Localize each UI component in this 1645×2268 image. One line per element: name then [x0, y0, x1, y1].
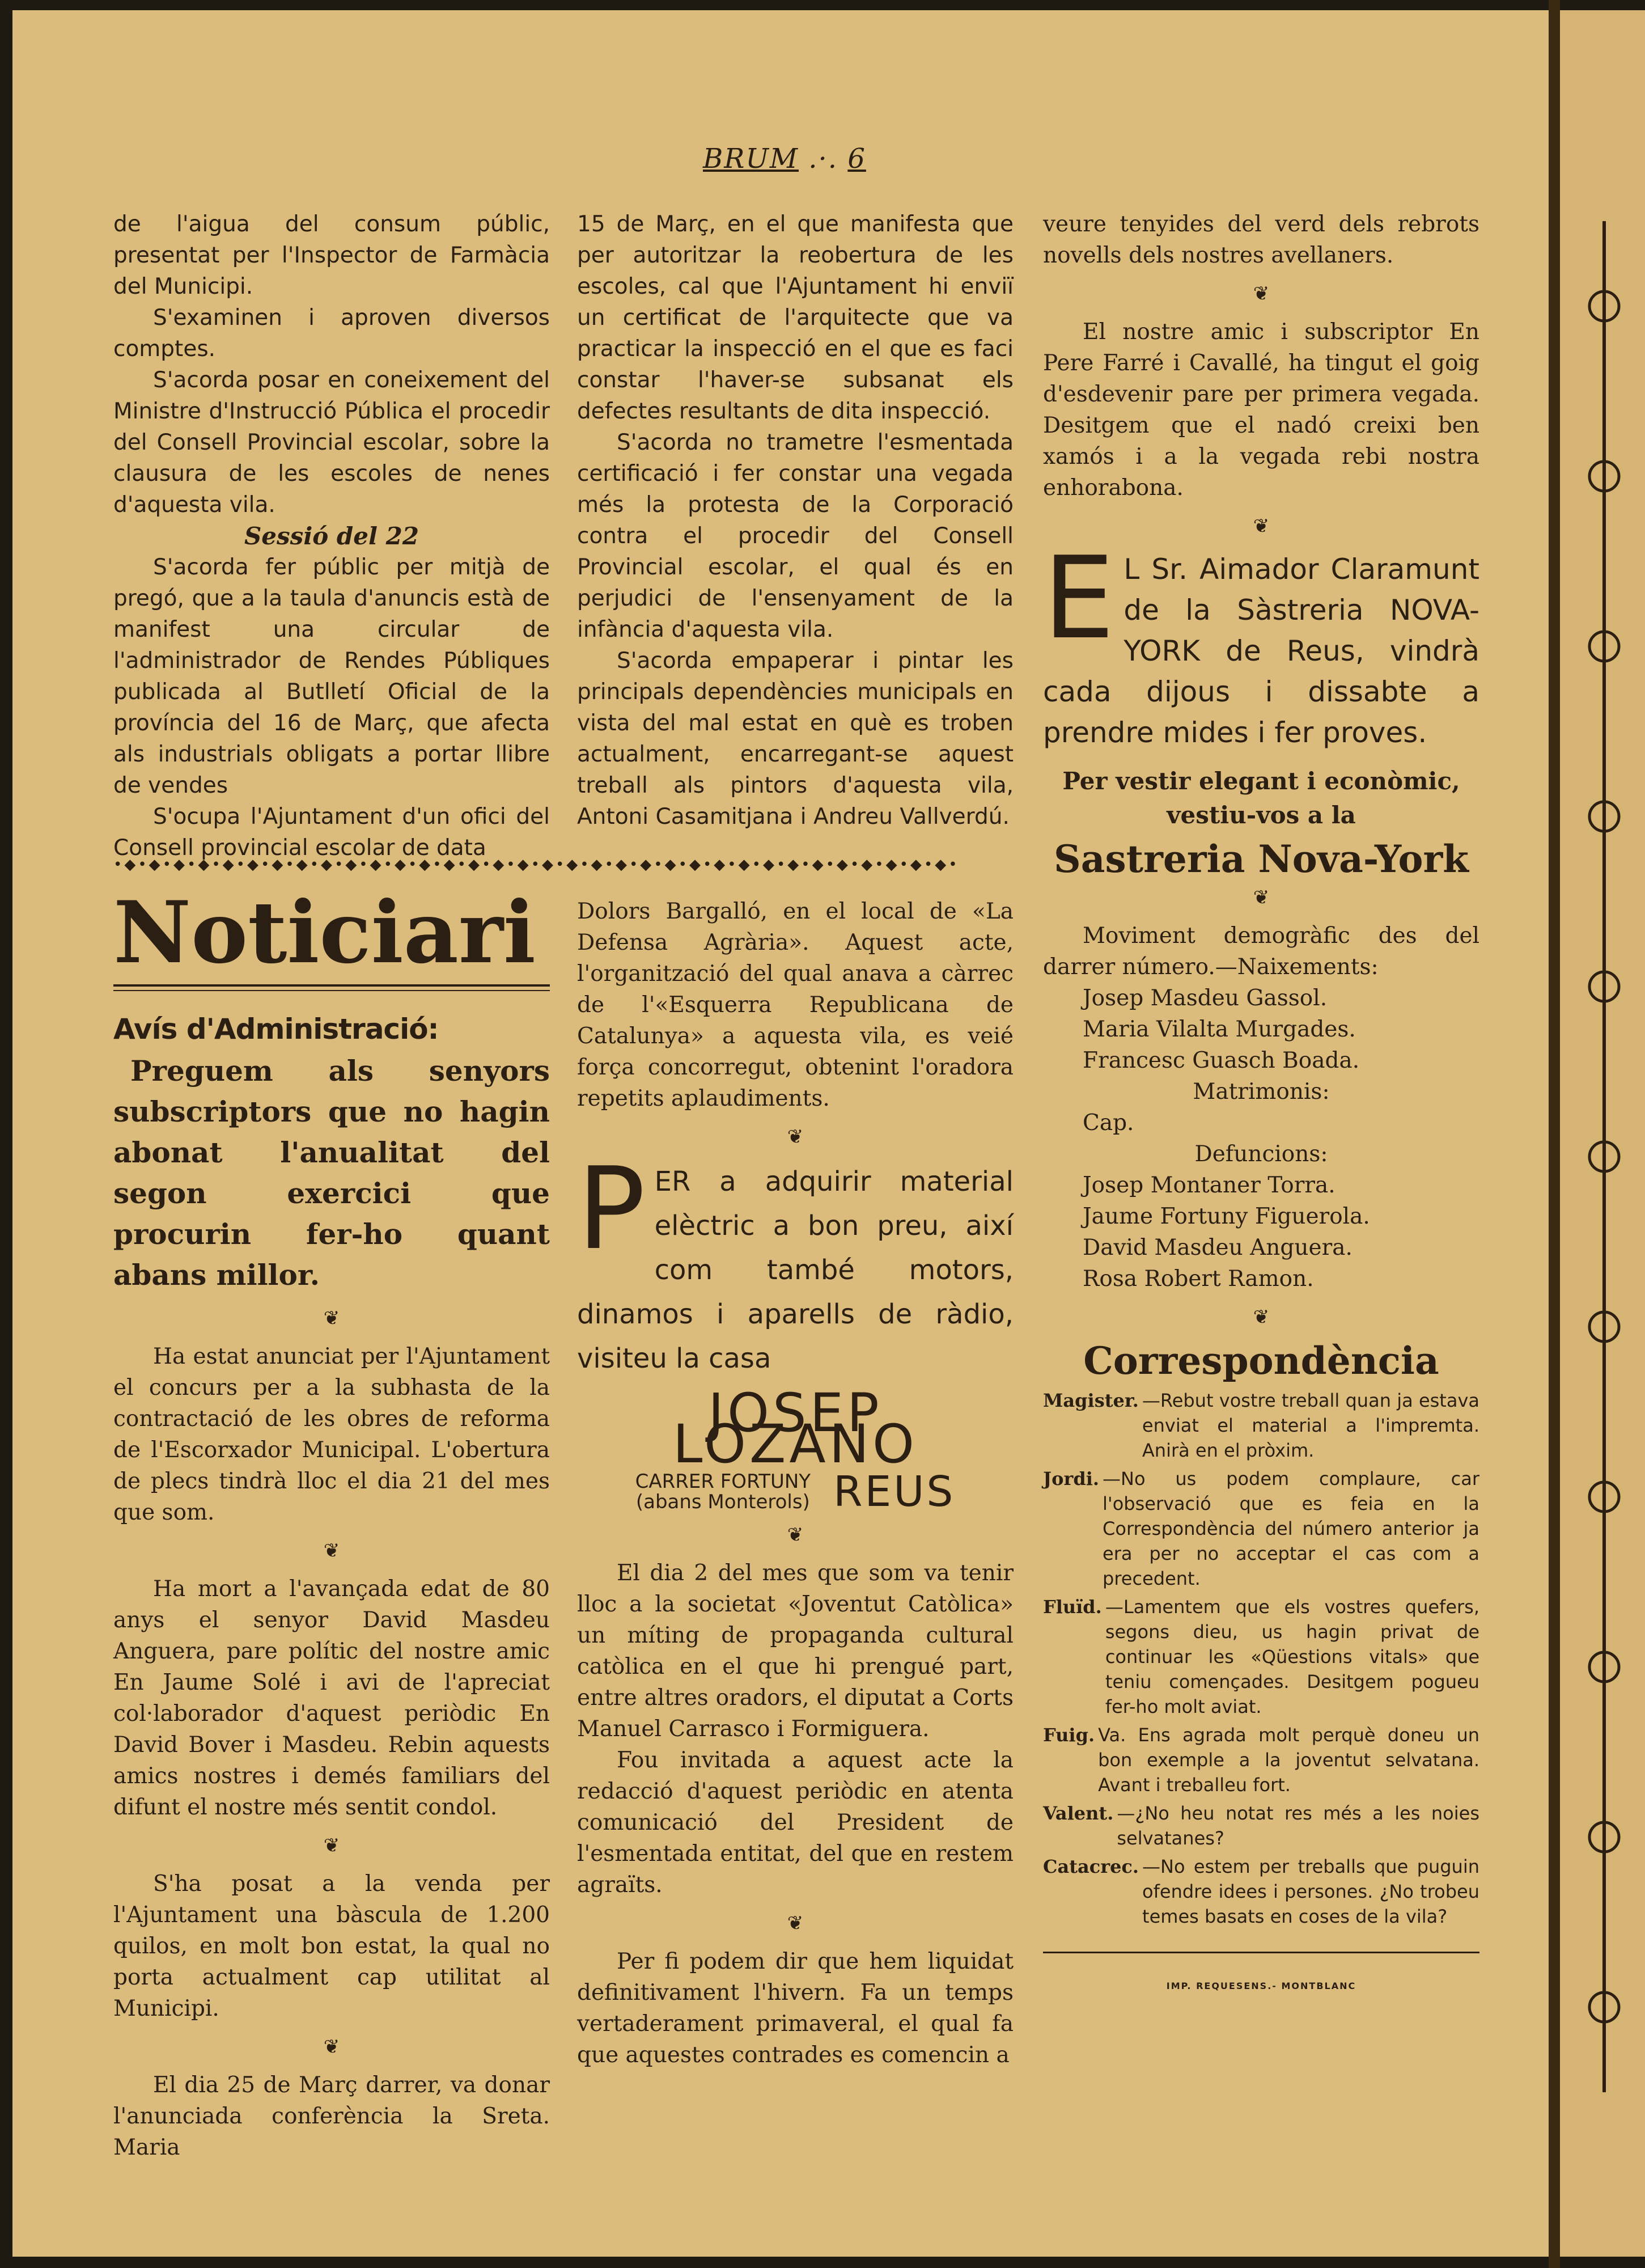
correspondence-title: Correspondència	[1083, 1339, 1439, 1383]
correspondence-entry	[1043, 1466, 1479, 1591]
advert-address	[577, 1467, 1014, 1516]
ornament-icon: ❦	[1253, 282, 1270, 305]
correspondence-text: —No us podem complaure, car l'observació que es feia en la Correspondència del número anterior ja era per no acceptar el cas com a precedent.	[1103, 1468, 1479, 1589]
ornament-icon: ❦	[1253, 1306, 1270, 1328]
ornament-icon: ❦	[323, 1539, 340, 1562]
ornament-icon: ❦	[787, 1912, 804, 1935]
death-entry: Jaume Fortuny Figuerola.	[1083, 1204, 1370, 1229]
title-rule	[113, 984, 550, 991]
paragraph: Fou invitada a aquest acte la redacció d'aquest periòdic en atenta comunicació del President de l'esmentada entitat, del que en restem agraïts.	[577, 1747, 1014, 1898]
paragraph: S'acorda empaperar i pintar les principals dependències municipals en vista del mal estat en què es troben actualment, encarregant-se aquest treball als pintors d'aquesta vila, Antoni Casamitjana i Andreu Vallverdú.	[577, 648, 1014, 830]
correspondence-entry	[1043, 1801, 1479, 1851]
shop-name: Sastreria Nova-York	[1054, 837, 1469, 881]
demography	[1043, 920, 1479, 1294]
correspondence-entry	[1043, 1854, 1479, 1929]
column-2-top	[577, 209, 1014, 832]
birth-entry: Francesc Guasch Boada.	[1083, 1048, 1360, 1073]
advert-street: CARRER FORTUNY	[635, 1470, 811, 1493]
correspondent-name: Fluïd.	[1043, 1596, 1102, 1618]
paragraph: El nostre amic i subscriptor En Pere Farré i Cavallé, ha tingut el goig d'esdevenir pare per primera vegada. Desitgem que el nadó creixi ben xamós i a la vegada rebi nostra enhorabona.	[1043, 319, 1479, 501]
death-entry: Rosa Robert Ramon.	[1083, 1266, 1314, 1292]
correspondence-text: Va. Ens agrada molt perquè doneu un bon exemple a la joventut selvatana. Avant i treballeu fort.	[1098, 1724, 1479, 1796]
correspondent-name: Jordi.	[1043, 1468, 1100, 1490]
advert-street-block	[635, 1471, 811, 1512]
section-divider: •◆•◆•◆•◆•◆•◆•◆•◆•◆•◆•◆•◆•◆•◆•◆•◆•◆•◆•◆•◆•◆•◆•◆•◆•◆•◆•◆•◆•◆•◆•◆•◆•◆•◆•	[113, 856, 960, 871]
birth-entry: Maria Vilalta Murgades.	[1083, 1017, 1356, 1042]
death-entry: Josep Montaner Torra.	[1083, 1173, 1335, 1198]
deaths-label: Defuncions:	[1194, 1141, 1328, 1167]
correspondence-entry	[1043, 1594, 1479, 1719]
correspondence-text: —No estem per treballs que puguin ofendre idees i persones. ¿No trobeu temes basats en coses de la vila?	[1142, 1856, 1479, 1927]
ornament-icon: ❦	[323, 1834, 340, 1857]
column-3	[1043, 209, 1479, 2002]
news-item: El dia 25 de Març darrer, va donar l'anunciada conferència la Sreta. Maria	[113, 2072, 550, 2160]
paragraph: S'acorda no trametre l'esmentada certificació i fer constar una vegada més la protesta de la Corporació contra el procedir del Consell Provincial escolar, el qual és en perjudici de l'ensenyament de la infància d'aquesta vila.	[577, 430, 1014, 642]
paragraph: S'acorda posar en coneixement del Ministre d'Instrucció Pública el procedir del Consell Provincial escolar, sobre la clausura de les escoles de nenes d'aquesta vila.	[113, 367, 550, 518]
correspondent-name: Fuig.	[1043, 1724, 1095, 1746]
paragraph: Per fi podem dir que hem liquidat definitivament l'hivern. Fa un temps vertaderament primaveral, el qual fa que aquestes contrades es comencin a	[577, 1949, 1014, 2068]
paragraph: S'acorda fer públic per mitjà de pregó, que a la taula d'anuncis està de manifest una circular de l'administrador de Rendes Públiques publicada al Butlletí Oficial de la província del 16 de Març, que afecta als industrials obligats a portar llibre de vendes	[113, 555, 550, 798]
birth-entry: Josep Masdeu Gassol.	[1083, 985, 1328, 1011]
slogan: Per vestir elegant i econòmic, vestiu-vos a la	[1062, 767, 1460, 829]
advert-street-old: (abans Monterols)	[635, 1491, 810, 1513]
floral-border-icon	[1582, 221, 1627, 2092]
ornament-icon: ❦	[1253, 886, 1270, 909]
news-item: Ha estat anunciat per l'Ajuntament el concurs per a la subhasta de la contractació de les obres de reforma de l'Escorxador Municipal. L'obertura de plecs tindrà lloc el dia 21 del mes que som.	[113, 1344, 550, 1525]
marriages-label: Matrimonis:	[1193, 1079, 1330, 1105]
paragraph: El dia 2 del mes que som va tenir lloc a la societat «Joventut Catòlica» un míting de propaganda cultural catòlica en el que hi prengué part, entre altres oradors, el diputat a Corts Manuel Carrasco i Formiguera.	[577, 1560, 1014, 1742]
death-entry: David Masdeu Anguera.	[1083, 1235, 1353, 1260]
masthead: BRUM	[703, 143, 799, 175]
advert-city: REUS	[833, 1467, 956, 1516]
section-title: Noticiari	[113, 883, 536, 983]
paragraph: S'examinen i aproven diversos comptes.	[113, 305, 550, 362]
demography-intro: Moviment demogràfic des del darrer número.—Naixements:	[1043, 923, 1479, 980]
paragraph: S'ocupa l'Ajuntament d'un ofici del Consell provincial escolar de data	[113, 804, 550, 861]
advert-business-name: JOSEP LOZANO	[672, 1382, 918, 1475]
advert-text: L Sr. Aimador Claramunt de la Sàstreria NOVA-YORK de Reus, vindrà cada dijous i dissabte a prendre mides i fer proves.	[1043, 553, 1479, 749]
column-2-bottom	[577, 896, 1014, 2071]
correspondence-text: —¿No heu notat res més a les noies selvatanes?	[1117, 1802, 1479, 1849]
header-separator: .·.	[808, 143, 838, 175]
ornament-icon: ❦	[1253, 515, 1270, 538]
footer-rule	[1043, 1952, 1479, 1953]
marriage-entry: Cap.	[1083, 1110, 1134, 1136]
column-1-top	[113, 209, 550, 864]
correspondent-name: Magister.	[1043, 1390, 1139, 1411]
paragraph: 15 de Març, en el que manifesta que per autoritzar la reobertura de les escoles, cal que l'Ajuntament hi enviï un certificat de l'arquitecte que va practicar la inspecció en el que es faci constar l'haver-se subsanat els defectes resultants de dita inspecció.	[577, 211, 1014, 424]
paragraph: de l'aigua del consum públic, presentat per l'Inspector de Farmàcia del Municipi.	[113, 211, 550, 299]
notice-heading: Avís d'Administració:	[113, 1013, 439, 1046]
session-title: Sessió del 22	[244, 522, 419, 550]
news-item: S'ha posat a la venda per l'Ajuntament una bàscula de 1.200 quilos, en molt bon estat, la qual no porta actualment cap utilitat al Municipi.	[113, 1871, 550, 2021]
correspondence-text: —Rebut vostre treball quan ja estava enviat el material a l'impremta. Anirà en el pròxim.	[1142, 1390, 1479, 1461]
correspondent-name: Catacrec.	[1043, 1856, 1139, 1877]
news-item: Ha mort a l'avançada edat de 80 anys el senyor David Masdeu Anguera, pare polític del nostre amic En Jaume Solé i avi de l'apreciat col·laborador d'aquest periòdic En David Bover i Masdeu. Rebin aquests amics nostres i demés familiars del difunt el nostre més sentit condol.	[113, 1576, 550, 1820]
correspondence-entry	[1043, 1723, 1479, 1797]
ornament-icon: ❦	[787, 1524, 804, 1546]
drop-cap: E	[1043, 532, 1115, 665]
paragraph: veure tenyides del verd dels rebrots novells dels nostres avellaners.	[1043, 211, 1479, 268]
noticiari-column	[113, 885, 550, 2163]
ornament-icon: ❦	[323, 2036, 340, 2058]
correspondence-entry	[1043, 1388, 1479, 1463]
printer-credit: IMP. REQUESENS.- MONTBLANC	[1166, 1981, 1356, 1991]
advert-text: ER a adquirir material elèctric a bon preu, així com també motors, dinamos i aparells de ràdio, visiteu la casa	[577, 1166, 1014, 1374]
page-header	[703, 143, 866, 175]
ornament-icon: ❦	[787, 1125, 804, 1148]
ornament-icon: ❦	[323, 1307, 340, 1330]
correspondence-text: —Lamentem que els vostres quefers, segons dieu, us hagin privat de continuar les «Qüestions vitals» que teniu començades. Desitgem pogueu fer-ho molt aviat.	[1105, 1596, 1479, 1717]
notice-body: Preguem als senyors subscriptors que no hagin abonat l'anualitat del segon exercici que procurin fer-ho quant abans millor.	[113, 1054, 550, 1292]
drop-cap: P	[577, 1143, 646, 1275]
correspondence	[1043, 1388, 1479, 1929]
correspondent-name: Valent.	[1043, 1802, 1114, 1824]
page-gutter	[1549, 0, 1560, 2268]
page-number: 6	[847, 143, 866, 175]
tailor-advert	[1043, 532, 1479, 753]
paragraph: Dolors Bargalló, en el local de «La Defensa Agrària». Aquest acte, l'organització del qual anava a càrrec de l'«Esquerra Republicana de Catalunya» a aquesta vila, es veié força concorregut, obtenint l'oradora repetits aplaudiments.	[577, 899, 1014, 1111]
electrical-advert	[577, 1143, 1014, 1381]
